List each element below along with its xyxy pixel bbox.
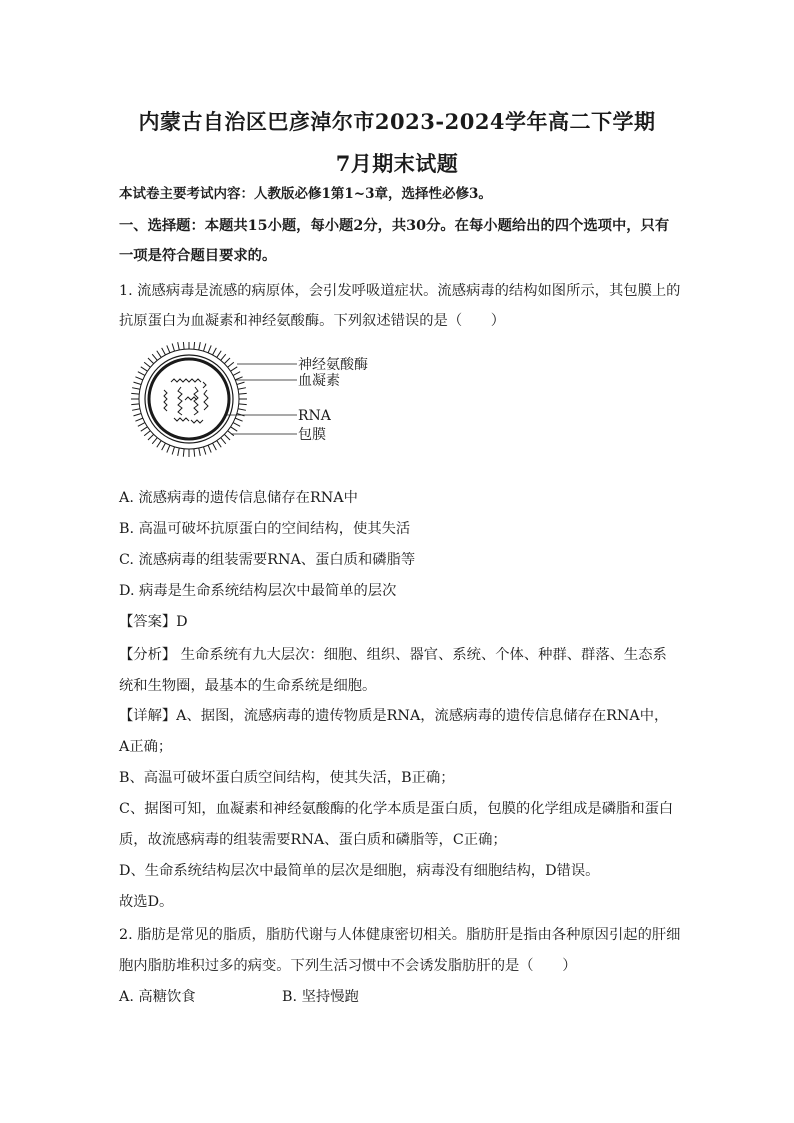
envelope-spike [239, 404, 247, 405]
envelope-spike [228, 431, 234, 436]
q1-detail-line3: B、高温可破坏蛋白质空间结构，使其失活，B正确； [119, 770, 455, 786]
envelope-spike [208, 445, 211, 452]
envelope-spike [162, 348, 166, 355]
q2-option-b: B. 坚持慢跑 [282, 989, 359, 1005]
envelope-spike [157, 351, 161, 358]
envelope-spike [162, 443, 166, 450]
exam-title-line1: 内蒙古自治区巴彦淖尔市2023-2024学年高二下学期 [138, 109, 656, 134]
envelope-spike [224, 434, 230, 440]
envelope-spike [221, 354, 226, 360]
envelope-spike [132, 388, 140, 390]
envelope-spike [132, 409, 140, 411]
envelope-spike [238, 409, 246, 411]
exam-scope: 本试卷主要考试内容：人教版必修1第1~3章，选择性必修3。 [119, 186, 492, 202]
label-envelope: 包膜 [298, 427, 326, 443]
envelope-spike [144, 362, 150, 367]
envelope-spike [178, 448, 180, 456]
envelope-spike [131, 404, 139, 405]
q1-detail-line4: C、据图可知，血凝素和神经氨酸酶的化学本质是蛋白质，包膜的化学组成是磷脂和蛋白 [119, 801, 674, 817]
q1-detail-line6: D、生命系统结构层次中最简单的层次是细胞，病毒没有细胞结构，D错误。 [119, 863, 600, 879]
section1-heading-line1: 一、选择题：本题共15小题，每小题2分，共30分。在每小题给出的四个选项中，只有 [119, 218, 670, 234]
envelope-spike [233, 423, 240, 427]
section1-heading-line2: 一项是符合题目要求的。 [119, 248, 277, 264]
envelope-spike [135, 377, 142, 380]
envelope-spike [138, 372, 145, 376]
q1-detail-line7: 故选D。 [119, 894, 174, 910]
envelope-spike [224, 358, 230, 364]
envelope-spike [238, 388, 246, 390]
q1-detail-line1: 【详解】A、据图，流感病毒的遗传物质是RNA，流感病毒的遗传信息储存在RNA中， [119, 708, 669, 724]
envelope-spike [204, 343, 206, 351]
envelope-spike [135, 418, 142, 421]
q1-option-c: C. 流感病毒的组装需要RNA、蛋白质和磷脂等 [119, 552, 416, 568]
envelope-spike [172, 447, 174, 455]
envelope-spike [217, 351, 221, 358]
q1-analysis-line1: 【分析】 生命系统有九大层次：细胞、组织、器官、系统、个体、种群、群落、生态系 [119, 647, 667, 663]
envelope-spike [217, 441, 221, 448]
envelope-spike [199, 342, 201, 350]
q1-option-a: A. 流感病毒的遗传信息储存在RNA中 [119, 490, 358, 506]
q2-stem-line2: 胞内脂肪堆积过多的病变。下列生活习惯中不会诱发脂肪肝的是（ ） [119, 958, 577, 974]
q1-stem-line2: 抗原蛋白为血凝素和神经氨酸酶。下列叙述错误的是（ ） [119, 313, 506, 329]
q1-detail-line2: A正确； [119, 739, 173, 755]
envelope-spike [208, 345, 211, 352]
envelope-spike [231, 367, 238, 371]
q1-stem-line1: 1. 流感病毒是流感的病原体，会引发呼吸道症状。流感病毒的结构如图所示，其包膜上的 [119, 283, 681, 299]
envelope-spike [144, 431, 150, 436]
label-rna: RNA [298, 408, 331, 424]
envelope-spike [213, 443, 217, 450]
q1-option-d: D. 病毒是生命系统结构层次中最简单的层次 [119, 583, 397, 599]
q2-stem-line1: 2. 脂肪是常见的脂质，脂肪代谢与人体健康密切相关。脂肪肝是指由各种原因引起的肝细 [119, 927, 681, 943]
envelope-spike [167, 445, 170, 452]
envelope-spike [213, 348, 217, 355]
envelope-spike [152, 354, 157, 360]
envelope-spike [199, 448, 201, 456]
envelope-spike [152, 438, 157, 444]
envelope-spike [233, 372, 240, 376]
q1-detail-line5: 质，故流感病毒的组装需要RNA、蛋白质和磷脂等，C正确； [119, 832, 507, 848]
envelope-spike [183, 342, 184, 349]
envelope-spike [178, 342, 180, 350]
label-hemagglutinin: 血凝素 [298, 373, 340, 389]
q1-option-b: B. 高温可破坏抗原蛋白的空间结构，使其失活 [119, 521, 411, 537]
envelope-spike [237, 382, 245, 384]
envelope-spike [131, 393, 139, 394]
envelope-outer-layer [139, 349, 239, 449]
label-neuraminidase: 神经氨酸酶 [298, 357, 368, 373]
envelope-spike [221, 438, 226, 444]
envelope-spike [235, 418, 242, 421]
envelope-spike [239, 393, 247, 394]
envelope-spike [194, 342, 195, 349]
envelope-spike [138, 423, 145, 427]
q1-analysis-line2: 统和生物圈，最基本的生命系统是细胞。 [119, 678, 377, 694]
envelope-spike [133, 414, 141, 416]
envelope-spike [148, 358, 154, 364]
envelope-spike [167, 345, 170, 352]
envelope-spike [228, 362, 234, 367]
q1-answer: 【答案】D [119, 614, 188, 630]
envelope-spike [141, 427, 148, 431]
envelope-spike [194, 449, 195, 457]
envelope-spike [172, 343, 174, 351]
envelope-spike [231, 427, 238, 431]
influenza-virus-diagram [119, 342, 379, 457]
envelope-spike [141, 367, 148, 371]
envelope-spike [148, 434, 154, 440]
envelope-spike [235, 377, 242, 380]
envelope-spike [204, 447, 206, 455]
exam-title-line2: 7月期末试题 [335, 151, 459, 176]
envelope-spike [183, 449, 184, 457]
q2-option-a: A. 高糖饮食 [119, 989, 196, 1005]
envelope-spike [157, 441, 161, 448]
envelope-spike [133, 382, 141, 384]
